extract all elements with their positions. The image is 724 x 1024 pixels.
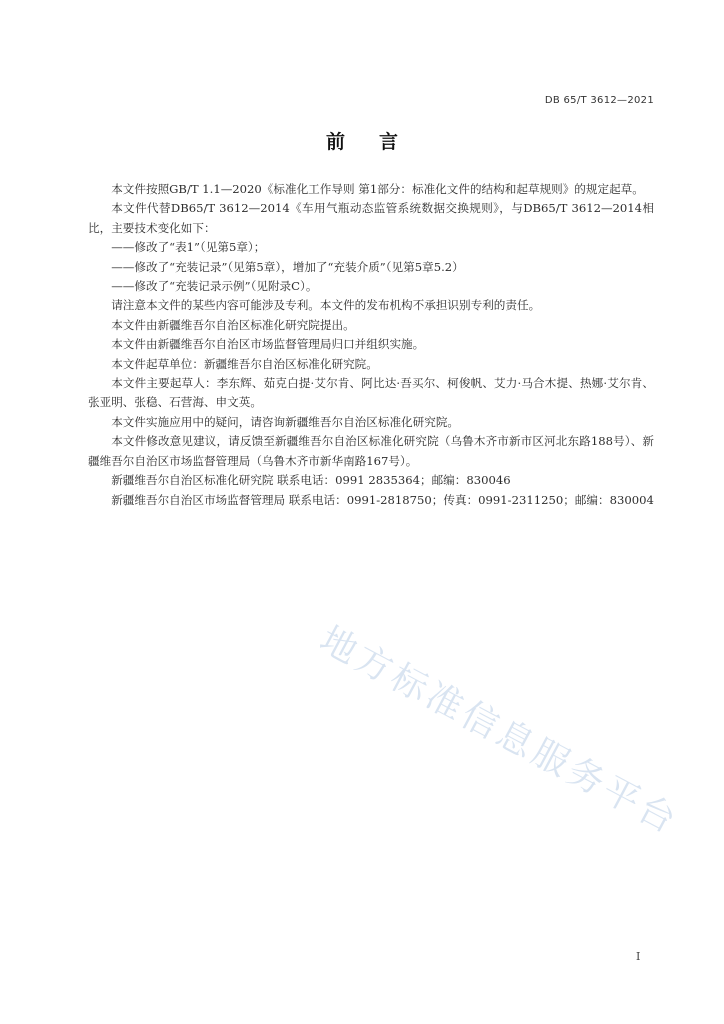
paragraph-drafting-rules: 本文件按照GB/T 1.1—2020《标准化工作导则 第1部分：标准化文件的结构和起草规则》的规定起草。 xyxy=(111,182,644,196)
document-code: DB 65/T 3612—2021 xyxy=(544,95,654,106)
page-number: I xyxy=(636,950,641,963)
paragraph-drafters: 本文件主要起草人：李东辉、茹克白提·艾尔肯、阿比达·吾买尔、柯俊帆、艾力·马合木提、热娜·艾尔肯、张亚明、张稳、石营海、申文英。 xyxy=(88,376,654,410)
paragraph-replacement: 本文件代替DB65/T 3612—2014《车用气瓶动态监管系统数据交换规则》，与DB65/T 3612—2014相比，主要技术变化如下： xyxy=(88,201,654,235)
change-item: ——修改了“充装记录”（见第5章），增加了“充装介质”（见第5章5.2） xyxy=(111,259,464,274)
paragraph-proposer: 本文件由新疆维吾尔自治区标准化研究院提出。 xyxy=(111,317,355,332)
paragraph-drafting-unit: 本文件起草单位：新疆维吾尔自治区标准化研究院。 xyxy=(111,356,378,371)
paragraph-patent-notice: 请注意本文件的某些内容可能涉及专利。本文件的发布机构不承担识别专利的责任。 xyxy=(111,298,541,313)
contact-institute: 新疆维吾尔自治区标准化研究院 联系电话：0991 2835364；邮编：830046 xyxy=(111,473,511,488)
contact-bureau: 新疆维吾尔自治区市场监督管理局 联系电话：0991-2818750；传真：0991-2311250；邮编：830004 xyxy=(111,492,654,507)
paragraph-feedback: 本文件修改意见建议，请反馈至新疆维吾尔自治区标准化研究院（乌鲁木齐市新市区河北东路188号）、新疆维吾尔自治区市场监督管理局（乌鲁木齐市新华南路167号）。 xyxy=(88,434,654,468)
watermark-text: 地方标准信息服务平台 xyxy=(312,619,686,844)
document-body xyxy=(88,180,654,510)
page-title: 前言 xyxy=(325,131,432,153)
paragraph-inquiry: 本文件实施应用中的疑问，请咨询新疆维吾尔自治区标准化研究院。 xyxy=(111,414,460,429)
change-item: ——修改了“表1”（见第5章）； xyxy=(111,240,266,255)
change-item: ——修改了“充装记录示例”（见附录C）。 xyxy=(111,279,318,294)
paragraph-administrator: 本文件由新疆维吾尔自治区市场监督管理局归口并组织实施。 xyxy=(111,337,425,352)
